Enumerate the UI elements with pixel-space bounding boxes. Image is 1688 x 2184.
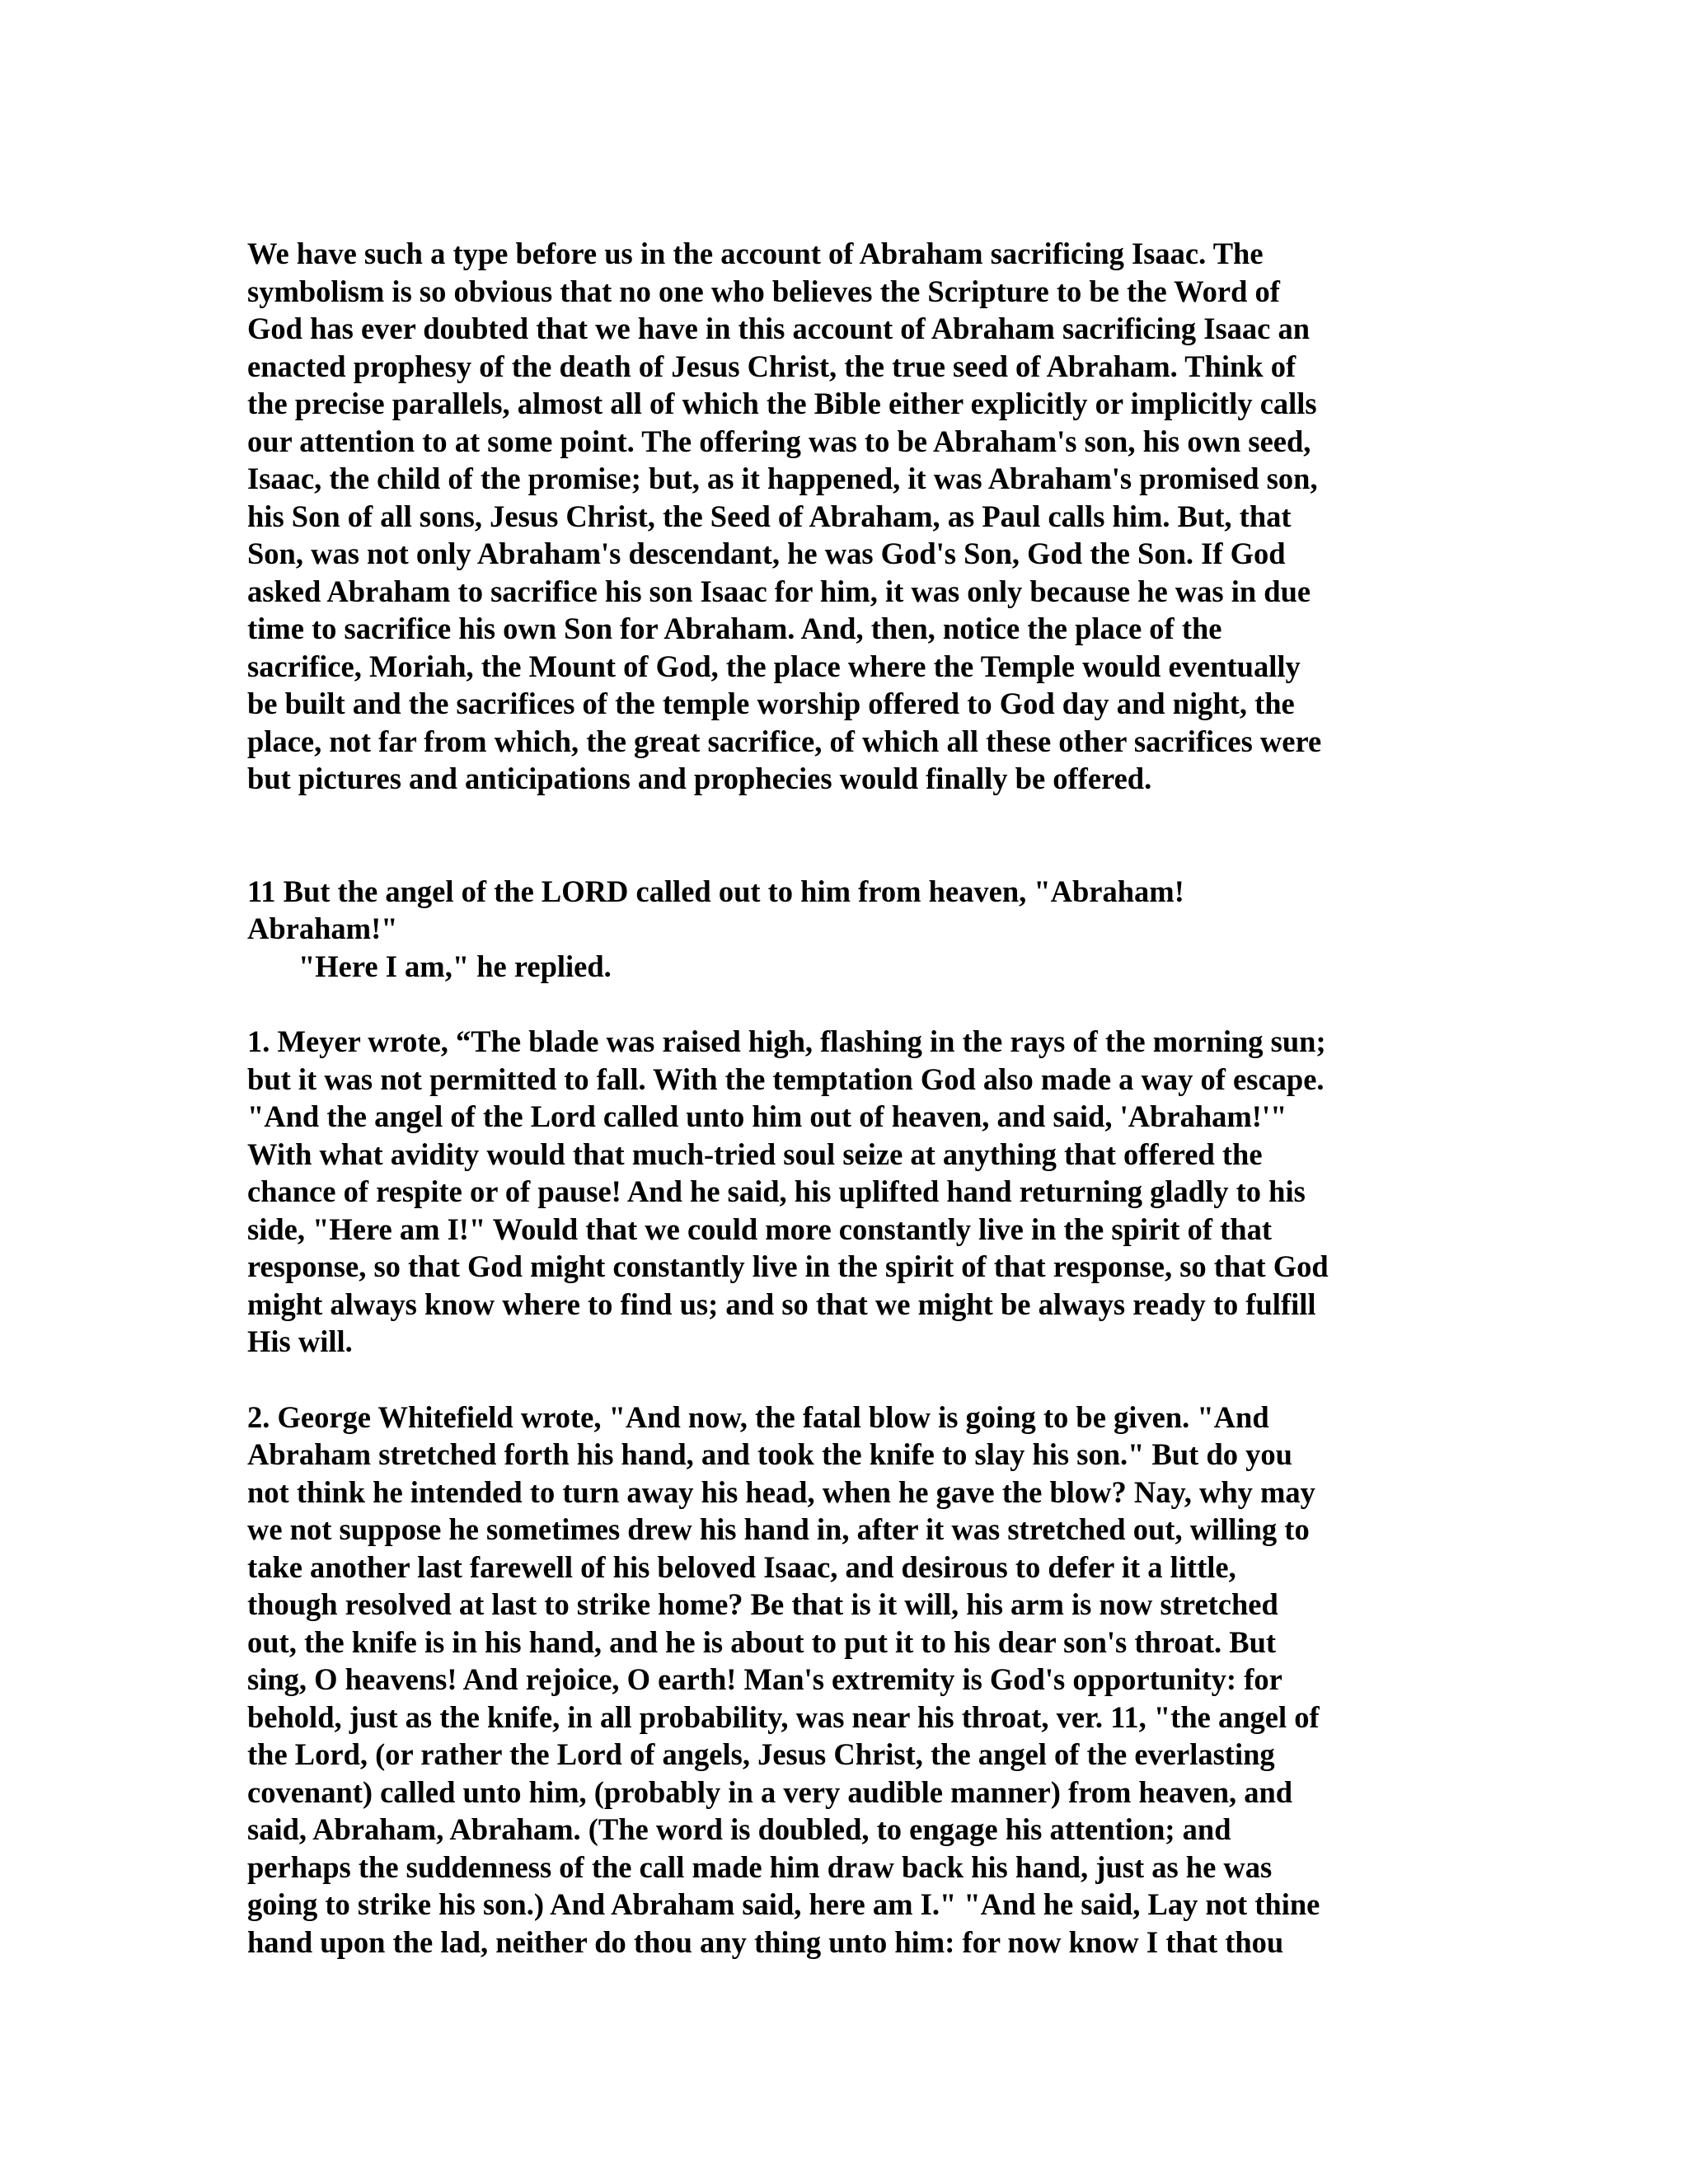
paragraph-spacer bbox=[247, 985, 1442, 1023]
paragraph-meyer-quote: 1. Meyer wrote, “The blade was raised high, flashing in the rays of the morning sun; but it was not permitted to fall. With the temptation God also made a way of escape. "And the angel of the Lord called unto him out of heaven, and said, 'Abraham!'" With what avidity would that much-tried soul seize at anything that offered the chance of respite or of pause! And he said, his uplifted hand returning gladly to his side, "Here am I!" Would that we could more constantly live in the spirit of that response, so that God might constantly live in the spirit of that response, so that God might always know where to find us; and so that we might be always ready to fulfill His will. bbox=[247, 1024, 1329, 1358]
paragraph-spacer bbox=[247, 798, 1442, 873]
document-page bbox=[247, 235, 1442, 1961]
verse-11-reply: "Here I am," he replied. bbox=[298, 949, 612, 983]
paragraph-whitefield-quote: 2. George Whitefield wrote, "And now, the fatal blow is going to be given. "And Abraham stretched forth his hand, and took the knife to slay his son." But do you not think he intended to turn away his head, when he gave the blow? Nay, why may we not suppose he sometimes drew his hand in, after it was stretched out, willing to take another last farewell of his beloved Isaac, and desirous to defer it a little, though resolved at last to strike home? Be that is it will, his arm is now stretched out, the knife is in his hand, and he is about to put it to his dear son's throat. But sing, O heavens! And rejoice, O earth! Man's extremity is God's opportunity: for behold, just as the knife, in all probability, was near his throat, ver. 11, "the angel of the Lord, (or rather the Lord of angels, Jesus Christ, the angel of the everlasting covenant) called unto him, (probably in a very audible manner) from heaven, and said, Abraham, Abraham. (The word is doubled, to engage his attention; and perhaps the suddenness of the call made him draw back his hand, just as he was going to strike his son.) And Abraham said, here am I." "And he said, Lay not thine hand upon the lad, neither do thou any thing unto him: for now know I that thou bbox=[247, 1399, 1320, 1959]
paragraph-spacer bbox=[247, 1361, 1442, 1399]
verse-11-text: 11 But the angel of the LORD called out to him from heaven, "Abraham! Abraham!" bbox=[247, 874, 1184, 945]
paragraph-abraham-type: We have such a type before us in the account of Abraham sacrificing Isaac. The symbolism is so obvious that no one who believes the Scripture to be the Word of God has ever doubted that we have in this account of Abraham sacrificing Isaac an enacted prophesy of the death of Jesus Christ, the true seed of Abraham. Think of the precise parallels, almost all of which the Bible either explicitly or implicitly calls our attention to at some point. The offering was to be Abraham's son, his own seed, Isaac, the child of the promise; but, as it happened, it was Abraham's promised son, his Son of all sons, Jesus Christ, the Seed of Abraham, as Paul calls him. But, that Son, was not only Abraham's descendant, he was God's Son, God the Son. If God asked Abraham to sacrifice his son Isaac for him, it was only because he was in due time to sacrifice his own Son for Abraham. And, then, notice the place of the sacrifice, Moriah, the Mount of God, the place where the Temple would eventually be built and the sacrifices of the temple worship offered to God day and night, the place, not far from which, the great sacrifice, of which all these other sacrifices were but pictures and anticipations and prophecies would finally be offered. bbox=[247, 237, 1322, 795]
